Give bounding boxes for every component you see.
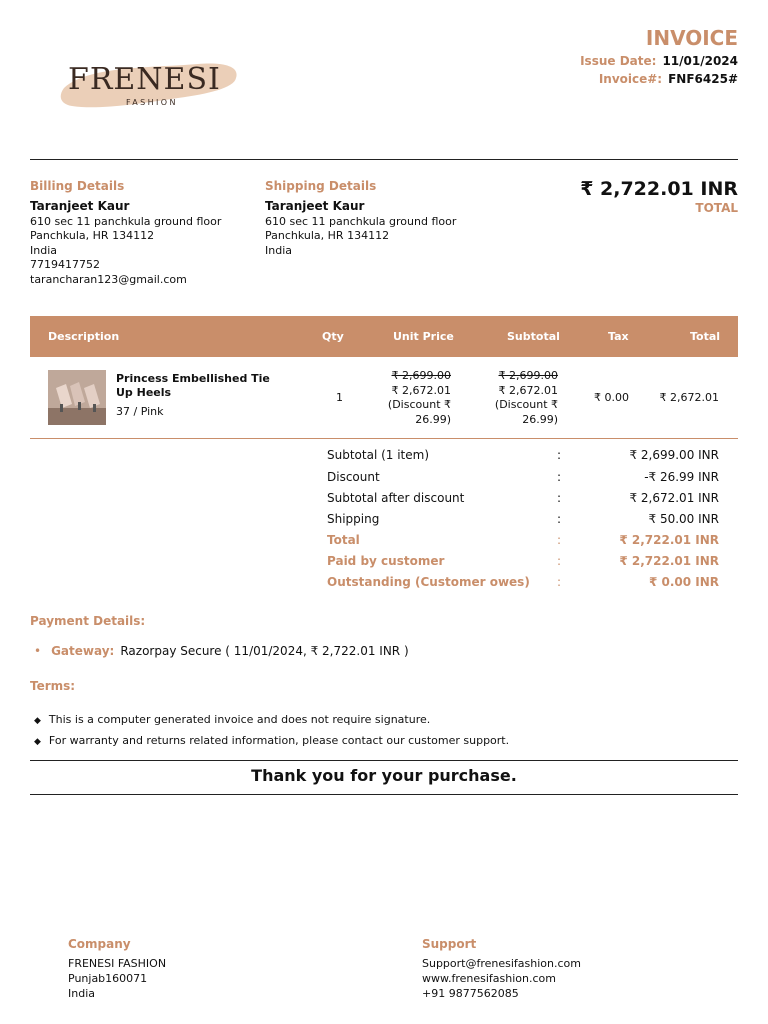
gateway-value: Razorpay Secure ( 11/01/2024, ₹ 2,722.01 INR ) — [120, 644, 409, 658]
summary-sep: : — [557, 533, 562, 547]
term-text: For warranty and returns related information, please contact our customer support. — [48, 734, 510, 747]
col-description: Description — [48, 330, 120, 343]
support-phone: +91 9877562085 — [422, 986, 519, 1000]
bullet-icon: • — [34, 644, 42, 658]
billing-title: Billing Details — [30, 179, 125, 193]
summary-discount — [327, 470, 719, 491]
gateway-label: Gateway: — [51, 644, 115, 658]
summary-label: Discount — [327, 470, 380, 484]
grand-total-amount: ₹ 2,722.01 INR — [580, 178, 738, 200]
summary-sep: : — [557, 512, 562, 526]
shipping-title: Shipping Details — [265, 179, 377, 193]
invoice-number — [599, 72, 738, 86]
shipping-address — [265, 199, 456, 258]
summary-subtotal — [327, 448, 719, 469]
item-tax: ₹ 0.00 — [594, 391, 629, 404]
unit-price-discount: (Discount ₹ — [387, 398, 451, 411]
subtotal-original: ₹ 2,699.00 — [498, 369, 558, 382]
product-image — [48, 370, 106, 425]
issue-date-label: Issue Date: — [580, 54, 657, 68]
term-item — [34, 713, 430, 726]
col-subtotal: Subtotal — [507, 330, 560, 343]
support-email-link[interactable]: Support@frenesifashion.com — [422, 957, 581, 970]
payment-title: Payment Details: — [30, 614, 146, 628]
summary-shipping — [327, 512, 719, 533]
invoice-title: INVOICE — [645, 26, 738, 50]
diamond-bullet-icon: ◆ — [34, 716, 41, 726]
unit-price-discounted: ₹ 2,672.01 — [391, 383, 451, 397]
item-name: Princess Embellished Tie Up Heels — [116, 372, 270, 399]
issue-date — [580, 54, 738, 68]
term-item — [34, 734, 509, 747]
company-line: Punjab160071 — [68, 971, 148, 985]
col-tax: Tax — [608, 330, 629, 343]
summary-outstanding — [327, 575, 719, 596]
company-name: FRENESI FASHION — [68, 957, 167, 970]
summary-total — [327, 533, 719, 554]
footer-support — [422, 957, 581, 1001]
summary-label: Total — [327, 533, 360, 547]
thank-you-message: Thank you for your purchase. — [251, 766, 517, 785]
billing-email: tarancharan123@gmail.com — [30, 272, 187, 286]
billing-line: 610 sec 11 panchkula ground floor — [30, 214, 222, 228]
col-unit-price: Unit Price — [393, 330, 454, 343]
heels-thumbnail-icon — [48, 370, 106, 425]
summary-value: ₹ 2,722.01 INR — [619, 533, 719, 547]
item-qty: 1 — [336, 391, 343, 404]
summary-sep: : — [557, 470, 562, 484]
summary-sep: : — [557, 491, 562, 505]
header-divider — [30, 159, 738, 160]
shipping-line: 610 sec 11 panchkula ground floor — [265, 214, 457, 228]
brand-name: FRENESI — [68, 62, 221, 97]
invoice-number-label: Invoice#: — [598, 72, 663, 86]
term-text: This is a computer generated invoice and does not require signature. — [48, 713, 431, 726]
col-qty: Qty — [322, 330, 344, 343]
footer-company — [68, 957, 166, 1001]
unit-price-discount-amount: 26.99) — [415, 412, 451, 426]
billing-phone: 7719417752 — [30, 258, 100, 272]
summary-value: ₹ 2,699.00 INR — [629, 448, 719, 462]
billing-address — [30, 199, 221, 288]
subtotal-discount: (Discount ₹ — [494, 398, 558, 411]
subtotal-discounted: ₹ 2,672.01 — [498, 383, 558, 397]
summary-value: ₹ 2,672.01 INR — [629, 491, 719, 505]
terms-title: Terms: — [30, 679, 76, 693]
summary-subtotal-after-discount — [327, 491, 719, 512]
items-table-header — [30, 316, 738, 357]
item-total: ₹ 2,672.01 — [659, 391, 719, 404]
item-variant: 37 / Pink — [116, 405, 164, 418]
summary-sep: : — [557, 448, 562, 462]
footer-company-title: Company — [68, 937, 131, 951]
invoice-number-value: FNF6425# — [668, 72, 738, 86]
thanks-bottom-divider — [30, 794, 738, 795]
payment-gateway — [34, 644, 409, 658]
summary-label: Subtotal (1 item) — [327, 448, 430, 462]
thanks-top-divider — [30, 760, 738, 761]
summary-label: Shipping — [327, 512, 380, 526]
shipping-line: Panchkula, HR 134112 — [265, 229, 390, 243]
item-unit-price — [388, 369, 451, 427]
support-website-link[interactable]: www.frenesifashion.com — [422, 971, 556, 985]
brand-tagline: FASHION — [126, 98, 178, 107]
item-subtotal — [495, 369, 558, 427]
col-total: Total — [690, 330, 721, 343]
summary-sep: : — [557, 554, 562, 568]
summary-label: Subtotal after discount — [327, 491, 465, 505]
footer-support-title: Support — [422, 937, 477, 951]
company-line: India — [68, 986, 95, 1000]
billing-line: Panchkula, HR 134112 — [30, 229, 155, 243]
summary-value: ₹ 0.00 INR — [648, 575, 719, 589]
summary-value: ₹ 50.00 INR — [648, 512, 719, 526]
summary-paid — [327, 554, 719, 575]
summary-label: Paid by customer — [327, 554, 445, 568]
unit-price-original: ₹ 2,699.00 — [391, 369, 451, 382]
summary-value: ₹ 2,722.01 INR — [619, 554, 719, 568]
shipping-name: Taranjeet Kaur — [265, 199, 365, 213]
summary-label: Outstanding (Customer owes) — [327, 575, 530, 589]
billing-name: Taranjeet Kaur — [30, 199, 130, 213]
issue-date-value: 11/01/2024 — [662, 54, 738, 68]
row-divider — [30, 438, 738, 439]
summary-value: -₹ 26.99 INR — [644, 470, 719, 484]
shipping-line: India — [265, 243, 292, 257]
diamond-bullet-icon: ◆ — [34, 737, 41, 747]
billing-line: India — [30, 243, 57, 257]
grand-total-label: TOTAL — [695, 201, 738, 215]
summary-sep: : — [557, 575, 562, 589]
brand-logo — [58, 58, 244, 114]
subtotal-discount-amount: 26.99) — [522, 412, 558, 426]
